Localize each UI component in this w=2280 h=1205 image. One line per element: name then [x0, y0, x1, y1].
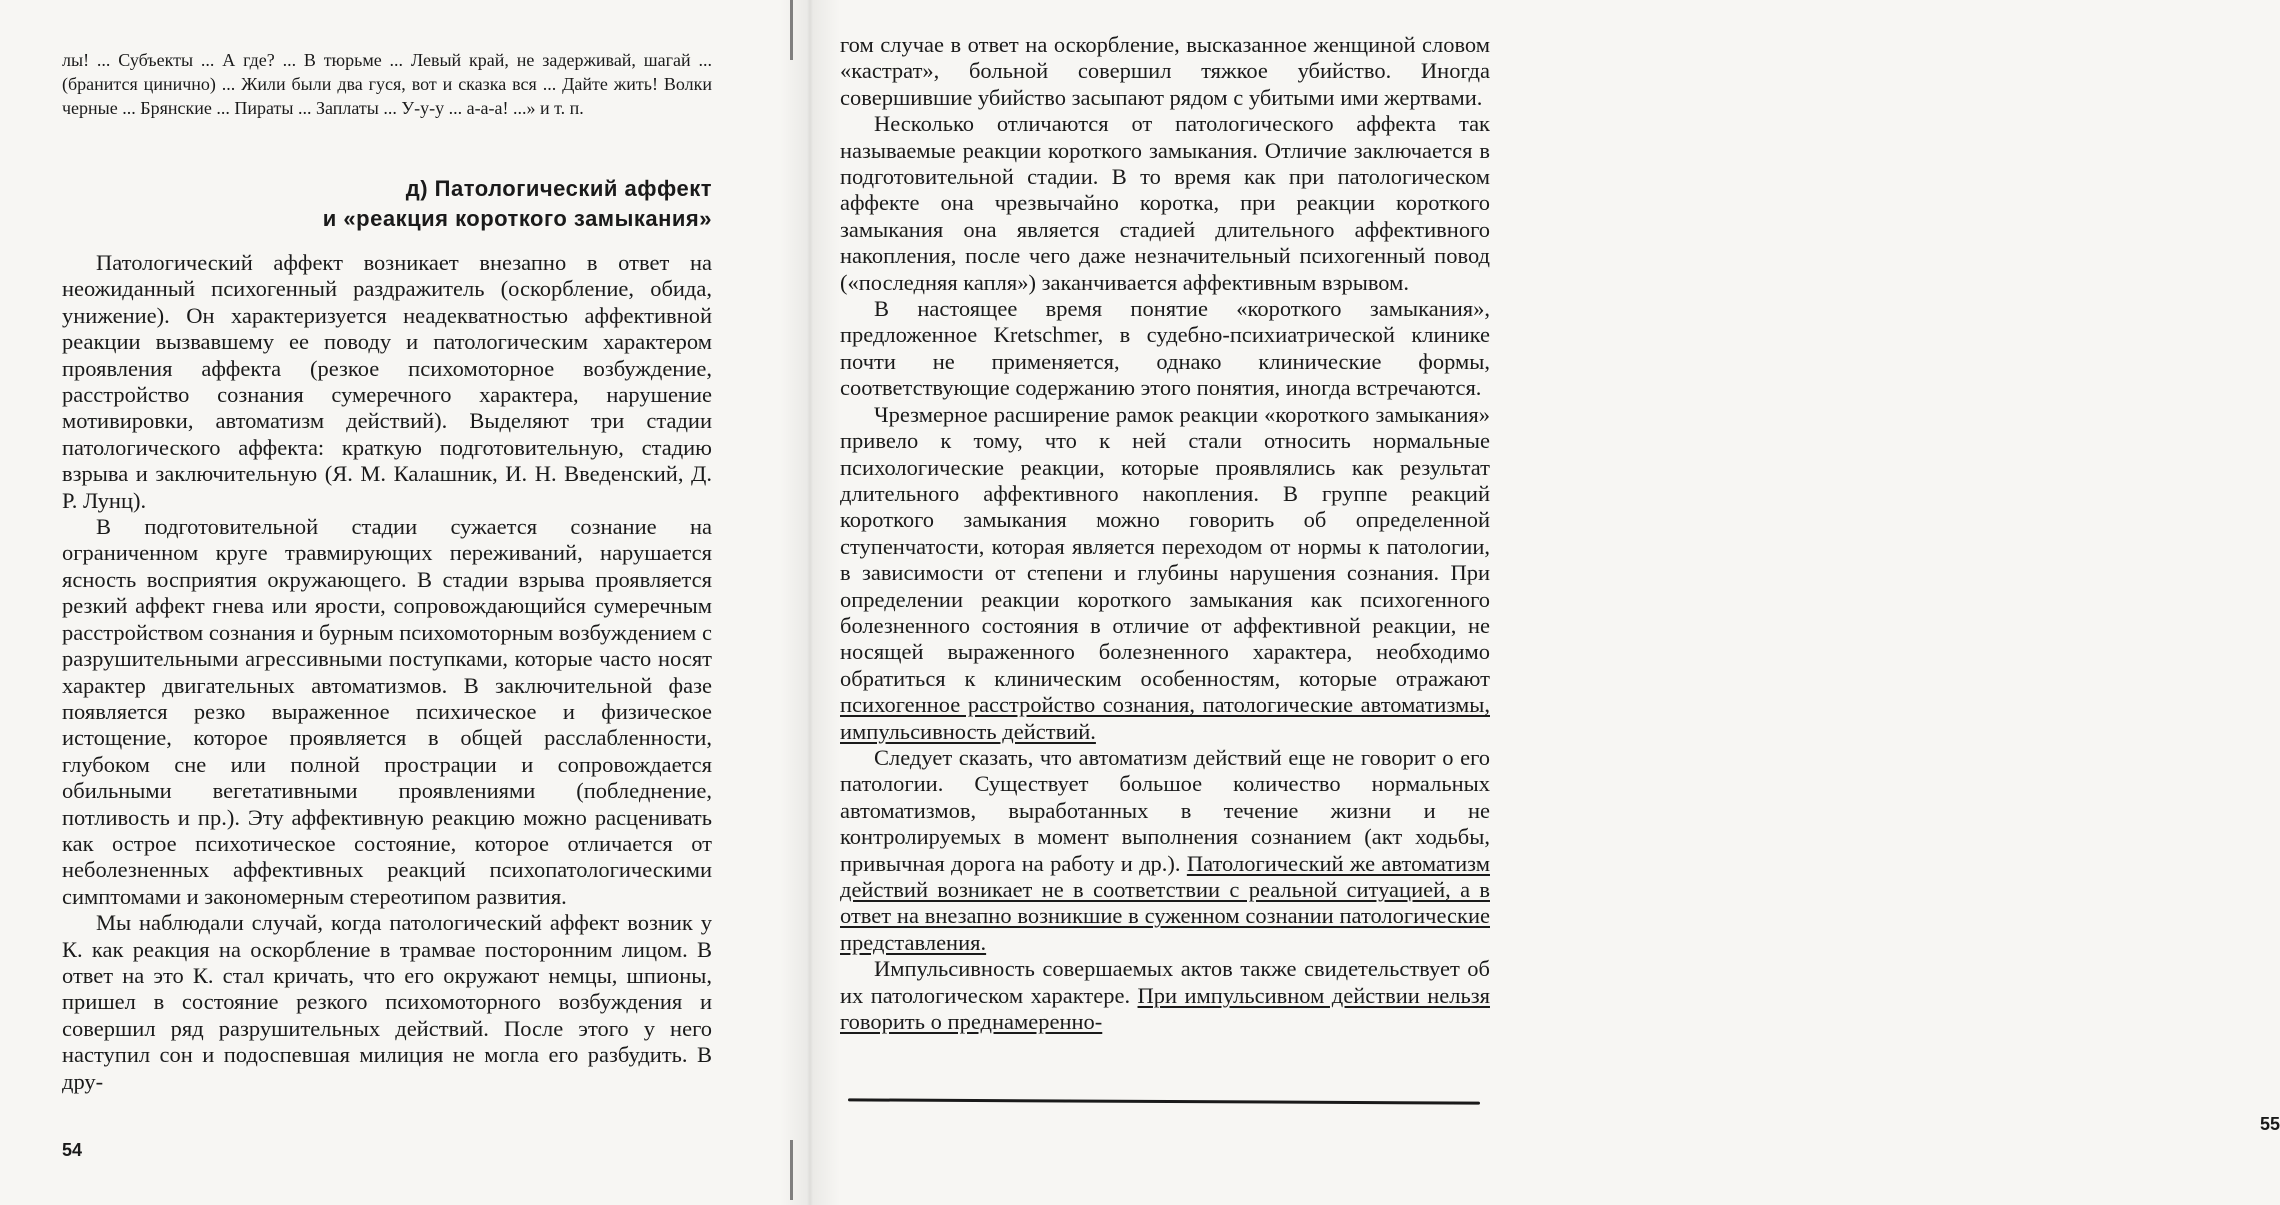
- paragraph: [840, 402, 1490, 745]
- left-body-text: [62, 250, 712, 1095]
- paragraph-text: Импульсивность совершаемых актов также свидетельствует об их патологическом характере.: [840, 956, 1490, 1008]
- underlined-text: психогенное расстройство сознания, патологические автоматизмы, импульсивность действий.: [840, 692, 1490, 744]
- quoted-fragment: лы! ... Субъекты ... А где? ... В тюрьме ... Левый край, не задерживай, шагай ... (бранится цинично) ... Жили были два гуся, вот и сказка вся ... Дайте жить! Волки черные ... Брянские ... Пираты ... Заплаты ... У-у-у ... а-а-а! ...» и т. п.: [62, 50, 712, 118]
- right-page: [790, 0, 2280, 1205]
- paragraph: [840, 745, 1490, 956]
- section-heading: [200, 174, 712, 234]
- paragraph: Несколько отличаются от патологического аффекта так называемые реакции короткого замыкания. Отличие заключается в подготовительной стадии. В то время как при патологическом аффекте она чрезвычайно коротка, при реакции короткого замыкания она является стадией длительного аффективного накопления, после чего даже незначительный психогенный повод («последняя капля») заканчивается аффективным взрывом.: [840, 111, 1490, 295]
- paragraph: В настоящее время понятие «короткого замыкания», предложенное Kretschmer, в судебно-психиатрической клинике почти не применяется, однако клинические формы, соответствующие содержанию этого понятия, иногда встречаются.: [840, 296, 1490, 401]
- paragraph: гом случае в ответ на оскорбление, высказанное женщиной словом «кастрат», больной совершил тяжкое убийство. Иногда совершившие убийство засыпают рядом с убитыми ими жертвами.: [840, 32, 1490, 110]
- heading-line-2: и «реакция короткого замыкания»: [322, 206, 712, 231]
- underlined-text: Патологический же автоматизм действий возникает не в соответствии с реальной ситуацией, а в ответ на внезапно возникшие в суженном сознании патологические представления.: [840, 850, 1490, 955]
- heading-line-1: д) Патологический аффект: [405, 176, 712, 201]
- underlined-text: При импульсивном действии нельзя говорить о преднамеренно-: [840, 982, 1490, 1035]
- page-number-right: 55: [2260, 1114, 2280, 1134]
- paragraph: Мы наблюдали случай, когда патологический аффект возник у К. как реакция на оскорбление в трамвае посторонним лицом. В ответ на это К. стал кричать, что его окружают немцы, шпионы, пришел в состояние резкого психомоторного возбуждения и совершил ряд разрушительных действий. После этого у него наступил сон и подоспевшая милиция не могла его разбудить. В дру-: [62, 910, 712, 1094]
- left-page: [0, 0, 790, 1205]
- page-number-left: 54: [62, 1140, 83, 1160]
- paragraph-text: Чрезмерное расширение рамок реакции «короткого замыкания» привело к тому, что к ней стали относить нормальные психологические реакции, которые проявлялись как результат длительного аффективного накопления. В группе реакций короткого замыкания можно говорить об определенной ступенчатости, которая является переходом от нормы к патологии, в зависимости от степени и глубины нарушения сознания. При определении реакции короткого замыкания как психогенного болезненного состояния в отличие от аффективной реакции, не носящей выраженного болезненного характера, необходимо обратиться к клиническим особенностям, которые отражают: [840, 401, 1490, 691]
- right-body-text: [840, 32, 1490, 1035]
- paragraph-text: Следует сказать, что автоматизм действий еще не говорит о его патологии. Существует большое количество нормальных автоматизмов, выработанных в течение жизни и не контролируемых в момент выполнения сознанием (акт ходьбы, привычная дорога на работу и др.).: [840, 744, 1490, 876]
- paragraph: Патологический аффект возникает внезапно в ответ на неожиданный психогенный раздражитель (оскорбление, обида, унижение). Он характеризуется неадекватностью аффективной реакции вызвавшему ее поводу и патологическим характером проявления аффекта (резкое психомоторное возбуждение, расстройство сознания сумеречного характера, нарушение мотивировки, автоматизм действий). Выделяют три стадии патологического аффекта: краткую подготовительную, стадию взрыва и заключительную (Я. М. Калашник, И. Н. Введенский, Д. Р. Лунц).: [62, 250, 712, 513]
- paragraph: [840, 956, 1490, 1035]
- paragraph: В подготовительной стадии сужается сознание на ограниченном круге травмирующих переживаний, нарушается ясность восприятия окружающего. В стадии взрыва проявляется резкий аффект гнева или ярости, сопровождающийся сумеречным расстройством сознания и бурным психомоторным возбуждением с разрушительными агрессивными поступками, которые часто носят характер двигательных автоматизмов. В заключительной фазе появляется резко выраженное психическое и физическое истощение, которое проявляется в общей расслабленности, глубоком сне или полной прострации и сопровождается обильными вегетативными проявлениями (побледнение, потливость и пр.). Эту аффективную реакцию можно расценивать как острое психотическое состояние, которое отличается от неболезненных аффективных реакций психопатологическими симптомами и закономерным стереотипом развития.: [62, 514, 712, 909]
